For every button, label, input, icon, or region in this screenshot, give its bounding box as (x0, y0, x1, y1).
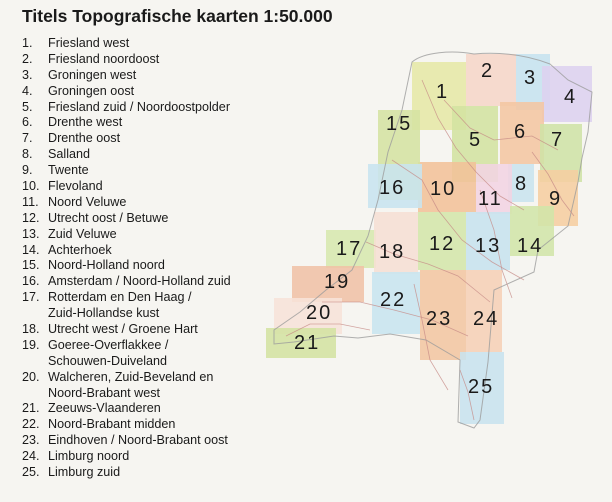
legend-item-number: 18. (22, 322, 40, 337)
map-sheet-number: 14 (517, 235, 544, 257)
legend-item-number: 6. (22, 115, 33, 130)
legend-item-title: Groningen west (48, 67, 137, 82)
legend-item (22, 68, 231, 84)
map-sheet-number: 8 (515, 173, 529, 195)
legend-item (22, 115, 231, 131)
map-sheet-number: 5 (469, 129, 483, 151)
legend-item-title: Twente (48, 163, 89, 178)
legend-item-number: 14. (22, 242, 40, 257)
map-sheet-number: 17 (336, 238, 363, 260)
map-sheet-number: 25 (468, 376, 495, 398)
legend-item (22, 195, 231, 211)
legend-item-number: 19. (22, 337, 40, 352)
legend-item (22, 52, 231, 68)
legend-item-number: 17. (22, 290, 40, 305)
legend-item-title: Limburg noord (48, 449, 130, 464)
legend-item (22, 211, 231, 227)
legend-item-number: 11. (22, 194, 39, 209)
legend-item-number: 1. (22, 36, 33, 50)
legend-item-number: 23. (22, 433, 40, 448)
legend-item (22, 338, 231, 354)
map-sheet-number: 20 (306, 302, 333, 324)
legend-item (22, 354, 231, 370)
legend-item-number: 8. (22, 147, 33, 162)
map-sheet-number: 16 (379, 177, 406, 199)
legend-item-title: Flevoland (48, 179, 103, 194)
legend-item (22, 401, 231, 417)
map-sheet-number: 9 (549, 188, 563, 210)
legend-item-title: Noord-Brabant west (48, 385, 160, 400)
map-sheet-number: 4 (564, 86, 578, 108)
map-sheet-number: 21 (294, 332, 321, 354)
legend-item-title: Limburg zuid (48, 465, 121, 480)
legend-item (22, 258, 231, 274)
legend-item-title: Friesland noordoost (48, 51, 160, 66)
legend-item (22, 433, 231, 449)
map-sheet-number: 1 (436, 81, 450, 103)
map-sheet-number: 3 (524, 67, 538, 89)
map-sheet-number: 23 (426, 308, 453, 330)
legend-item-number: 5. (22, 99, 33, 114)
map-sheet-number: 18 (379, 241, 406, 263)
legend-item-title: Zeeuws-Vlaanderen (48, 401, 161, 416)
legend-item (22, 131, 231, 147)
legend-item-number: 3. (22, 67, 33, 82)
map-sheet-number: 19 (324, 271, 351, 293)
map-sheet-number: 2 (481, 60, 495, 82)
legend-item (22, 290, 231, 306)
legend-item-title: Zuid-Hollandse kust (48, 306, 160, 321)
legend-item-title: Groningen oost (48, 83, 135, 98)
legend-item-number: 12. (22, 210, 40, 225)
legend-item (22, 274, 231, 290)
legend-item-number: 2. (22, 51, 33, 66)
legend-item (22, 386, 231, 402)
legend-item-title: Noord Veluwe (48, 194, 127, 209)
legend-item (22, 449, 231, 465)
legend-item (22, 147, 231, 163)
legend-item-title: Zuid Veluwe (48, 226, 117, 241)
map-legend (22, 36, 231, 481)
legend-item-number: 21. (22, 401, 40, 416)
legend-item (22, 179, 231, 195)
legend-item (22, 36, 231, 52)
legend-item-title: Schouwen-Duiveland (48, 353, 168, 368)
legend-item (22, 243, 231, 259)
legend-item-title: Drenthe west (48, 115, 123, 130)
legend-item-title: Noord-Holland noord (48, 258, 165, 273)
legend-item-number: 7. (22, 131, 33, 146)
legend-item-title: Utrecht west / Groene Hart (48, 322, 198, 337)
legend-item-title: Goeree-Overflakkee / (48, 337, 169, 352)
map-sheet-number: 6 (514, 121, 528, 143)
legend-item-number: 25. (22, 465, 40, 480)
legend-item (22, 306, 231, 322)
map-sheet-number: 7 (551, 129, 565, 151)
legend-item-title: Salland (48, 147, 91, 162)
legend-item-number: 15. (22, 258, 40, 273)
netherlands-map-index (262, 40, 598, 490)
legend-item-title: Utrecht oost / Betuwe (48, 210, 169, 225)
map-sheet-number: 13 (475, 235, 502, 257)
map-sheet-number: 10 (430, 178, 457, 200)
legend-item-number: 16. (22, 274, 40, 289)
map-sheet-number: 22 (380, 289, 407, 311)
legend-item-number: 4. (22, 83, 33, 98)
map-sheet-number: 15 (386, 113, 413, 135)
legend-item-title: Friesland west (48, 36, 130, 50)
legend-item-title: Walcheren, Zuid-Beveland en (48, 369, 214, 384)
map-sheet-number: 24 (473, 308, 500, 330)
legend-item-number: 13. (22, 226, 40, 241)
legend-item-number: 9. (22, 163, 33, 178)
legend-item-number: 20. (22, 369, 40, 384)
map-sheet-number: 12 (429, 233, 456, 255)
legend-item (22, 370, 231, 386)
legend-item (22, 417, 231, 433)
legend-item-title: Eindhoven / Noord-Brabant oost (48, 433, 228, 448)
legend-item-title: Noord-Brabant midden (48, 417, 176, 432)
legend-item-title: Rotterdam en Den Haag / (48, 290, 192, 305)
legend-item-title: Drenthe oost (48, 131, 121, 146)
legend-item-number: 10. (22, 179, 40, 194)
legend-item (22, 84, 231, 100)
legend-item-title: Achterhoek (48, 242, 112, 257)
page-title: Titels Topografische kaarten 1:50.000 (22, 6, 333, 26)
legend-item-title: Friesland zuid / Noordoostpolder (48, 99, 231, 114)
legend-item-number: 22. (22, 417, 40, 432)
legend-item (22, 163, 231, 179)
legend-item-title: Amsterdam / Noord-Holland zuid (48, 274, 231, 289)
legend-item (22, 100, 231, 116)
legend-item (22, 322, 231, 338)
legend-item-number: 24. (22, 449, 40, 464)
legend-item (22, 227, 231, 243)
map-sheet-number: 11 (478, 188, 503, 210)
legend-item (22, 465, 231, 481)
